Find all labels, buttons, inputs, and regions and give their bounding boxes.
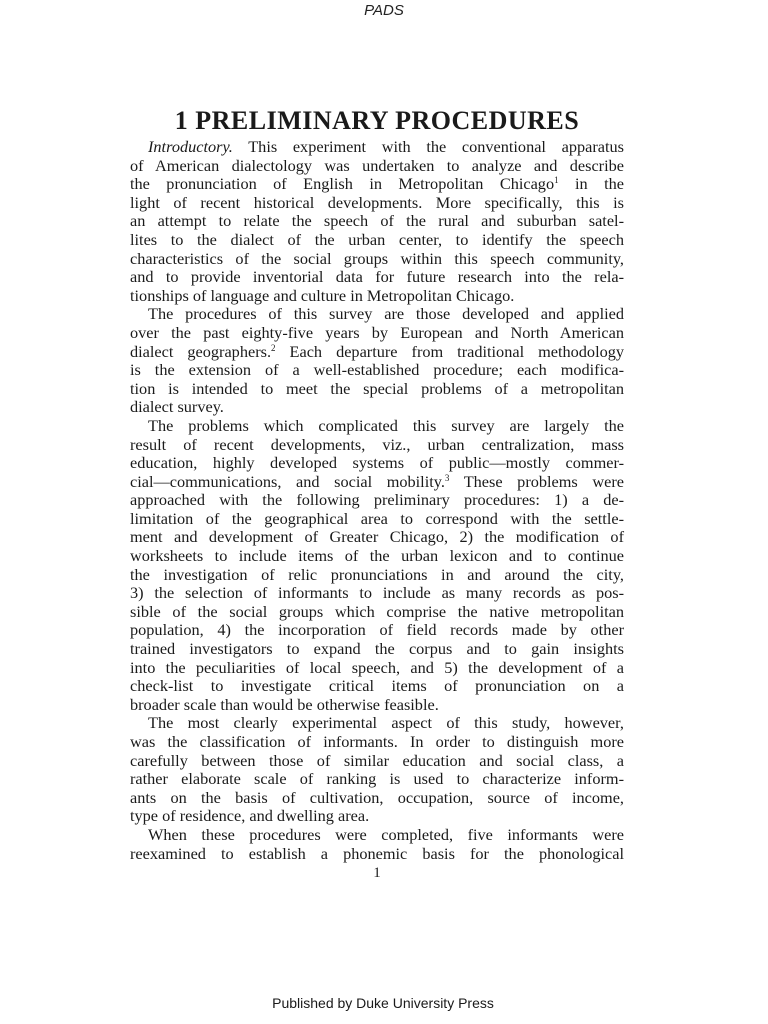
text-line: dialect geographers.$^2$ Each departure from traditional methodology [130,341,625,361]
text-line: tion is intended to meet the special problems of a metropolitan [130,378,624,398]
text-line: Introductory. This experiment with the conventional apparatus [148,137,624,156]
text-line: into the peculiarities of local speech, and 5) the development of a [130,657,624,677]
paragraph [130,714,624,826]
text-line: The procedures of this survey are those developed and applied [148,304,624,324]
text-line: is the extension of a well-established procedure; each modifica- [130,360,624,380]
text-line: approached with the following preliminary procedures: 1) a de- [130,490,624,510]
text-line: ants on the basis of cultivation, occupation, source of income, [130,787,624,807]
paragraph [130,826,624,863]
text-line: and to provide inventorial data for future research into the rela- [130,267,624,287]
text-line: population, 4) the incorporation of field records made by other [130,620,624,640]
text-line: light of recent historical developments. More specifically, this is [130,192,624,212]
paragraph [130,138,624,305]
text-line: education, highly developed systems of public—mostly commer- [130,453,624,473]
text-line: tionships of language and culture in Metropolitan Chicago. [130,285,515,305]
text-line: When these procedures were completed, five informants were [148,824,624,844]
chapter-title: 1 PRELIMINARY PROCEDURES [174,106,580,135]
text-line: carefully between those of similar education and social class, a [130,750,624,770]
footnote-marker: 2 [271,342,276,353]
text-line: over the past eighty-five years by European and North American [130,322,624,342]
text-line: ment and development of Greater Chicago, 2) the modification of [130,527,624,547]
publisher-footer: Published by Duke University Press [272,995,494,1011]
text-line: lites to the dialect of the urban center, to identify the speech [130,229,624,249]
text-line: The most clearly experimental aspect of this study, however, [148,713,624,733]
text-line: cial—communications, and social mobility.$^3$ These problems were [130,471,624,491]
text-line: reexamined to establish a phonemic basis for the phonological [130,843,624,863]
text-line: the investigation of relic pronunciations in and around the city, [130,564,624,584]
footnote-marker: 3 [444,472,450,483]
text-line: limitation of the geographical area to correspond with the settle- [130,508,624,528]
paragraph [130,417,624,715]
text-line: trained investigators to expand the corpus and to gain insights [130,639,624,659]
text-line: result of recent developments, viz., urban centralization, mass [130,434,624,454]
text-line: The problems which complicated this survey are largely the [148,415,624,435]
text-line: of American dialectology was undertaken to analyze and describe [130,155,624,175]
footnote-marker: 1 [554,175,559,186]
text-line: 3) the selection of informants to include as many records as pos- [130,583,624,603]
body-text [130,138,624,863]
text-line: the pronunciation of English in Metropolitan Chicago$^1$ in the [130,174,624,194]
text-line: rather elaborate scale of ranking is used to characterize inform- [130,769,624,789]
text-line: worksheets to include items of the urban lexicon and to continue [130,546,624,566]
text-line: check-list to investigate critical items of pronunciation on a [130,676,624,696]
text-line: an attempt to relate the speech of the rural and suburban satel- [130,211,624,231]
paragraph-lead: Introductory. [148,137,233,156]
page-number: 1 [373,865,381,881]
text-line: was the classification of informants. In order to distinguish more [130,732,624,751]
paragraph [130,305,624,417]
text-line: type of residence, and dwelling area. [130,806,370,826]
text-line: sible of the social groups which comprise the native metropolitan [130,601,624,621]
text-line: dialect survey. [130,397,224,417]
journal-header-label: PADS [364,2,404,19]
text-line: characteristics of the social groups within this speech community, [130,248,624,268]
text-line: broader scale than would be otherwise feasible. [130,694,439,714]
